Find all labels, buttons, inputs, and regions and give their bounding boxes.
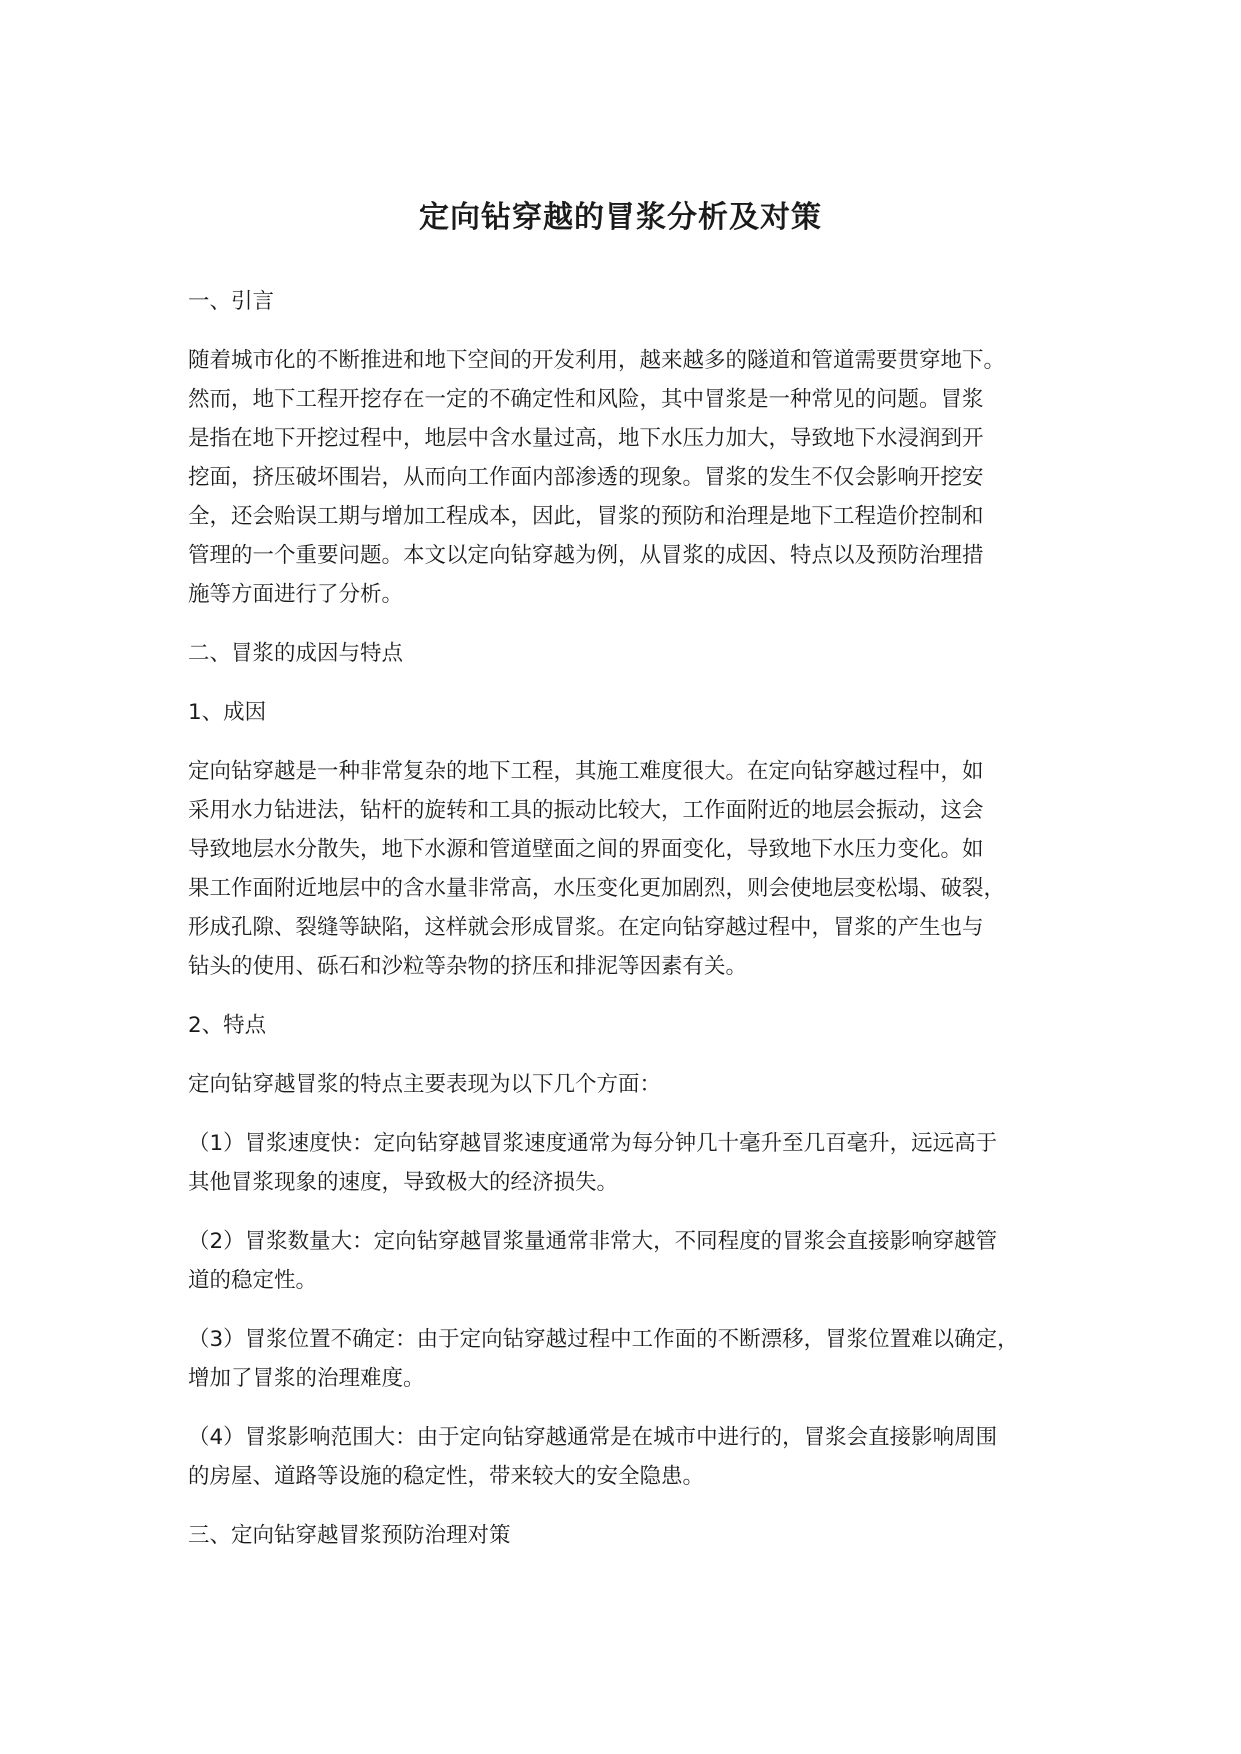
paragraph-line: 钻头的使用、砾石和沙粒等杂物的挤压和排泥等因素有关。 <box>188 954 748 979</box>
paragraph-line: 果工作面附近地层中的含水量非常高，水压变化更加剧烈，则会使地层变松塌、破裂， <box>188 876 1006 901</box>
paragraph-line: 的房屋、道路等设施的稳定性，带来较大的安全隐患。 <box>188 1464 705 1489</box>
paragraph-line: 施等方面进行了分析。 <box>188 582 404 607</box>
paragraph-line: 随着城市化的不断推进和地下空间的开发利用，越来越多的隧道和管道需要贯穿地下。 <box>188 348 1006 373</box>
paragraph-line: 管理的一个重要问题。本文以定向钻穿越为例，从冒浆的成因、特点以及预防治理措 <box>188 543 984 568</box>
paragraph-line: （1）冒浆速度快：定向钻穿越冒浆速度通常为每分钟几十毫升至几百毫升，远远高于 <box>188 1131 998 1156</box>
paragraph-line: （4）冒浆影响范围大：由于定向钻穿越通常是在城市中进行的，冒浆会直接影响周围 <box>188 1425 998 1450</box>
paragraph-line: 定向钻穿越是一种非常复杂的地下工程，其施工难度很大。在定向钻穿越过程中，如 <box>188 759 984 784</box>
section-heading: 1、成因 <box>188 700 267 725</box>
paragraph-line: 全，还会贻误工期与增加工程成本，因此，冒浆的预防和治理是地下工程造价控制和 <box>188 504 984 529</box>
paragraph-line: 然而，地下工程开挖存在一定的不确定性和风险，其中冒浆是一种常见的问题。冒浆 <box>188 387 984 412</box>
paragraph <box>188 752 1068 986</box>
paragraph-line: 是指在地下开挖过程中，地层中含水量过高，地下水压力加大，导致地下水浸润到开 <box>188 426 984 451</box>
paragraph-line: 挖面，挤压破坏围岩，从而向工作面内部渗透的现象。冒浆的发生不仅会影响开挖安 <box>188 465 984 490</box>
section-heading: 一、引言 <box>188 289 275 314</box>
document-body <box>188 282 1068 1575</box>
paragraph <box>188 1124 1068 1202</box>
paragraph-line: （3）冒浆位置不确定：由于定向钻穿越过程中工作面的不断漂移，冒浆位置难以确定， <box>188 1327 1019 1352</box>
section-heading: 二、冒浆的成因与特点 <box>188 641 404 666</box>
paragraph-line: 采用水力钻进法，钻杆的旋转和工具的振动比较大，工作面附近的地层会振动，这会 <box>188 798 984 823</box>
section-heading: 三、定向钻穿越冒浆预防治理对策 <box>188 1523 511 1548</box>
paragraph-line: 形成孔隙、裂缝等缺陷，这样就会形成冒浆。在定向钻穿越过程中，冒浆的产生也与 <box>188 915 984 940</box>
paragraph-line: 道的稳定性。 <box>188 1268 318 1293</box>
paragraph <box>188 1320 1068 1398</box>
paragraph <box>188 1222 1068 1300</box>
paragraph-line: 导致地层水分散失，地下水源和管道壁面之间的界面变化，导致地下水压力变化。如 <box>188 837 984 862</box>
paragraph <box>188 1418 1068 1496</box>
paragraph <box>188 1065 1068 1104</box>
paragraph <box>188 341 1068 614</box>
paragraph-line: 其他冒浆现象的速度，导致极大的经济损失。 <box>188 1170 619 1195</box>
paragraph-line: 增加了冒浆的治理难度。 <box>188 1366 425 1391</box>
document-title: 定向钻穿越的冒浆分析及对策 <box>419 200 822 236</box>
paragraph-line: 定向钻穿越冒浆的特点主要表现为以下几个方面： <box>188 1072 662 1097</box>
section-heading: 2、特点 <box>188 1013 267 1038</box>
paragraph-line: （2）冒浆数量大：定向钻穿越冒浆量通常非常大，不同程度的冒浆会直接影响穿越管 <box>188 1229 998 1254</box>
